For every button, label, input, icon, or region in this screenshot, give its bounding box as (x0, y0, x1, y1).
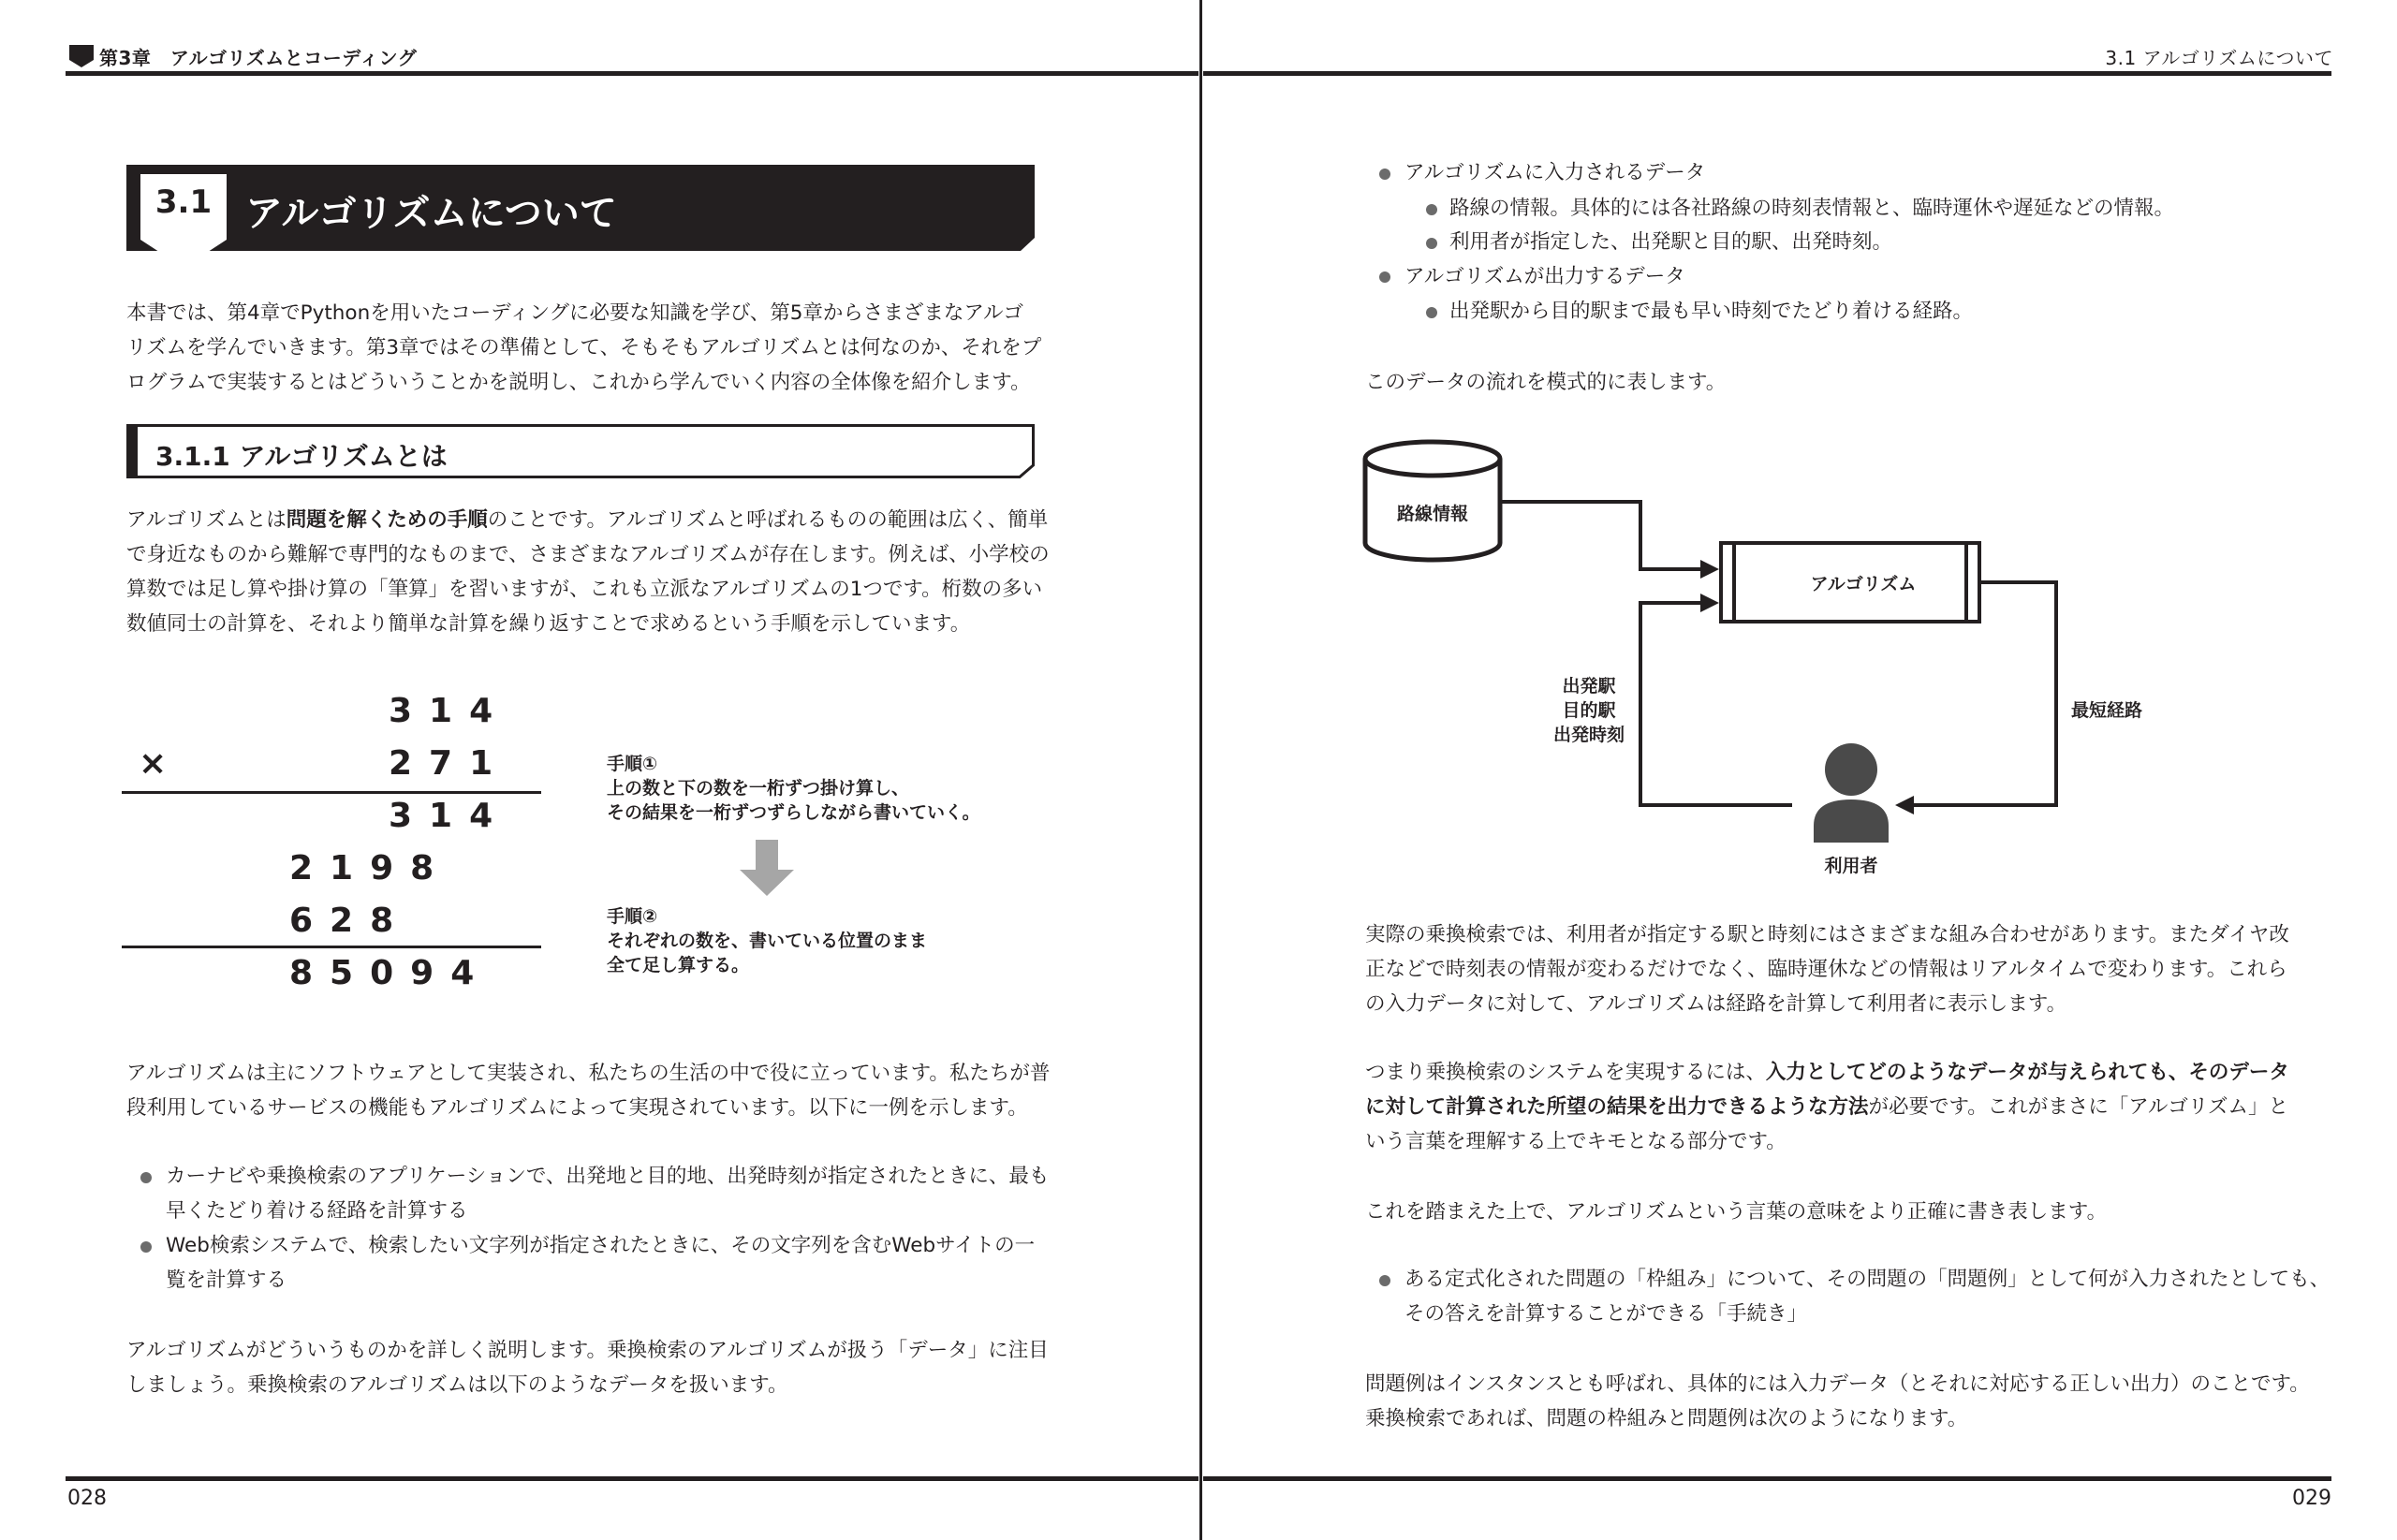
bullet-icon (1426, 204, 1437, 215)
partial-product-3: 628 (289, 902, 411, 940)
bullet-icon (1379, 271, 1390, 283)
algorithm-definition (1404, 1262, 2330, 1331)
paragraph-line: 数値同士の計算を、それより簡単な計算を繰り返すことで求めるという手順を示しています。 (126, 612, 971, 636)
data-flow-diagram (1348, 431, 2060, 899)
step-2-line: 全て足し算する。 (607, 955, 750, 975)
text-span: のことです。アルゴリズムと呼ばれるものの範囲は広く、簡単 (487, 508, 1049, 532)
multiplicand: 314 (389, 692, 510, 730)
definition-line: その答えを計算することができる「手続き」 (1404, 1302, 1808, 1326)
intro-line: リズムを学んでいきます。第3章ではその準備として、そもそもアルゴリズムとは何なのか、それをプ (126, 336, 1042, 359)
partial-product-2: 2198 (289, 849, 451, 887)
data-paragraph (126, 1333, 1049, 1402)
intro-paragraph (126, 296, 1041, 400)
bullet-icon (1379, 169, 1390, 180)
bullet-icon (140, 1241, 152, 1253)
page-number-right: 029 (2292, 1487, 2331, 1510)
paragraph-line: しましょう。乗換検索のアルゴリズムは以下のようなデータを扱います。 (126, 1373, 788, 1397)
header-rule-left (66, 71, 1198, 76)
bullet-icon (1379, 1275, 1390, 1286)
input-label: 出発駅 (1562, 676, 1616, 697)
arrow-right-icon (1700, 560, 1719, 579)
emphasis-text: 入力としてどのようなデータが与えられても、そのデータ (1765, 1061, 2289, 1084)
paragraph-line: 段利用しているサービスの機能もアルゴリズムによって実現されています。以下に一例を示します。 (126, 1096, 1028, 1120)
arrow-left-icon (1895, 796, 1914, 814)
database-icon (1365, 442, 1500, 560)
text-span: つまり乗換検索のシステムを実現するには、 (1365, 1061, 1766, 1084)
step-1-line: 上の数と下の数を一桁ずつ掛け算し、 (607, 778, 910, 799)
input-label: 目的駅 (1562, 700, 1616, 721)
paragraph-line: 問題例はインスタンスとも呼ばれ、具体的には入力データ（とそれに対応する正しい出力）のことです。 (1365, 1372, 2310, 1396)
paragraph-line: 正などで時刻表の情報が変わるだけでなく、臨時運休などの情報はリアルタイムで変わります。これら (1365, 958, 2287, 981)
paragraph-line: 実際の乗換検索では、利用者が指定する駅と時刻にはさまざまな組み合わせがあります。またダイヤ改 (1365, 923, 2289, 946)
list-item-line: 早くたどり着ける経路を計算する (166, 1199, 468, 1223)
paragraph-line: の入力データに対して、アルゴリズムは経路を計算して利用者に表示します。 (1365, 992, 2067, 1016)
implementation-paragraph (126, 1056, 1050, 1125)
output-data-item: 出発駅から目的駅まで最も早い時刻でたどり着ける経路。 (1449, 300, 1974, 323)
algorithm-label: アルゴリズム (1810, 574, 1917, 594)
input-data-title: アルゴリズムに入力されるデータ (1404, 161, 1706, 184)
paragraph-line: で身近なものから難解で専門的なものまで、さまざまなアルゴリズムが存在します。例えば、小学校の (126, 543, 1050, 566)
footer-rule-left (66, 1476, 1198, 1481)
flow-intro: このデータの流れを模式的に表します。 (1365, 371, 1727, 394)
bullet-icon (1426, 307, 1437, 318)
running-header-section: 3.1 アルゴリズムについて (2105, 47, 2333, 69)
arrow-right-icon (1700, 594, 1719, 612)
page-number-left: 028 (67, 1487, 107, 1510)
paragraph-line: 算数では足し算や掛け算の「筆算」を習いますが、これも立派なアルゴリズムの1つです。桁数の多い (126, 578, 1043, 601)
emphasis-text: 問題を解くための手順 (286, 508, 488, 532)
bullet-icon (1426, 238, 1437, 249)
paragraph-line: 乗換検索であれば、問題の枠組みと問題例は次のようになります。 (1365, 1407, 1968, 1430)
step-2-title: 手順② (607, 906, 658, 927)
step-1-line: その結果を一桁ずつずらしながら書いていく。 (607, 802, 980, 823)
partial-product-1: 314 (389, 797, 510, 835)
list-item-line: Web検索システムで、検索したい文字列が指定されたときに、その文字列を含むWebサイトの一 (166, 1234, 1036, 1257)
intro-line: 本書では、第4章でPythonを用いたコーディングに必要な知識を学び、第5章からさまざまなアルゴ (126, 301, 1024, 325)
step-2-line: それぞれの数を、書いている位置のまま (607, 931, 928, 951)
arrow-down-icon (740, 840, 794, 896)
subsection-title: 3.1.1 アルゴリズムとは (155, 441, 448, 472)
step-2-note (607, 904, 927, 977)
definition-paragraph (126, 503, 1050, 641)
bullet-icon (140, 1172, 152, 1183)
user-label: 利用者 (1824, 856, 1878, 876)
list-item-line: 覧を計算する (166, 1269, 287, 1292)
text-span: が必要です。これがまさに「アルゴリズム」と (1868, 1095, 2289, 1119)
list-item (166, 1228, 1035, 1298)
multiplier: 271 (389, 744, 510, 783)
emphasis-text: に対して計算された所望の結果を出力できるような方法 (1365, 1095, 1869, 1119)
instance-paragraph (1365, 1367, 2310, 1436)
input-labels (1545, 674, 1633, 747)
list-item-line: カーナビや乗換検索のアプリケーションで、出発地と目的地、出発時刻が指定されたときに、最も (166, 1165, 1050, 1188)
db-label: 路線情報 (1396, 504, 1468, 524)
chapter-shield-icon (69, 45, 94, 67)
header-rule-right (1203, 71, 2331, 76)
input-data-item: 路線の情報。具体的には各社路線の時刻表情報と、臨時運休や遅延などの情報。 (1449, 197, 2175, 220)
paragraph-line: いう言葉を理解する上でキモとなる部分です。 (1365, 1130, 1787, 1153)
output-label: 最短経路 (2070, 700, 2142, 721)
step-1-title: 手順① (607, 754, 658, 774)
paragraph-line: アルゴリズムがどういうものかを詳しく説明します。乗換検索のアルゴリズムが扱う「データ」に注目 (126, 1339, 1049, 1362)
list-item (166, 1159, 1049, 1228)
product-result: 85094 (289, 954, 492, 992)
footer-rule-right (1203, 1476, 2331, 1481)
times-sign: × (139, 744, 184, 783)
paragraph-line: アルゴリズムは主にソフトウェアとして実装され、私たちの生活の中で役に立っています。私たちが普 (126, 1062, 1051, 1085)
intro-line: ログラムで実装するとはどういうことかを説明し、これから学んでいく内容の全体像を紹介します。 (126, 371, 1031, 394)
definition-line: ある定式化された問題の「枠組み」について、その問題の「問題例」として何が入力されたとしても、 (1404, 1268, 2331, 1291)
step-1-note (607, 752, 980, 825)
precise-paragraph: これを踏まえた上で、アルゴリズムという言葉の意味をより正確に書き表します。 (1365, 1200, 2108, 1224)
system-paragraph (1365, 1055, 2289, 1159)
page-spine (1199, 0, 1202, 1540)
running-header-chapter: 第3章 アルゴリズムとコーディング (99, 47, 418, 69)
text-span: アルゴリズムとは (126, 508, 287, 532)
input-data-item: 利用者が指定した、出発駅と目的駅、出発時刻。 (1449, 230, 1893, 254)
input-label: 出発時刻 (1552, 725, 1625, 745)
real-world-paragraph (1365, 917, 2289, 1021)
section-number: 3.1 (154, 183, 213, 221)
user-icon (1814, 743, 1889, 843)
section-title: アルゴリズムについて (245, 192, 617, 235)
output-data-title: アルゴリズムが出力するデータ (1404, 265, 1685, 288)
